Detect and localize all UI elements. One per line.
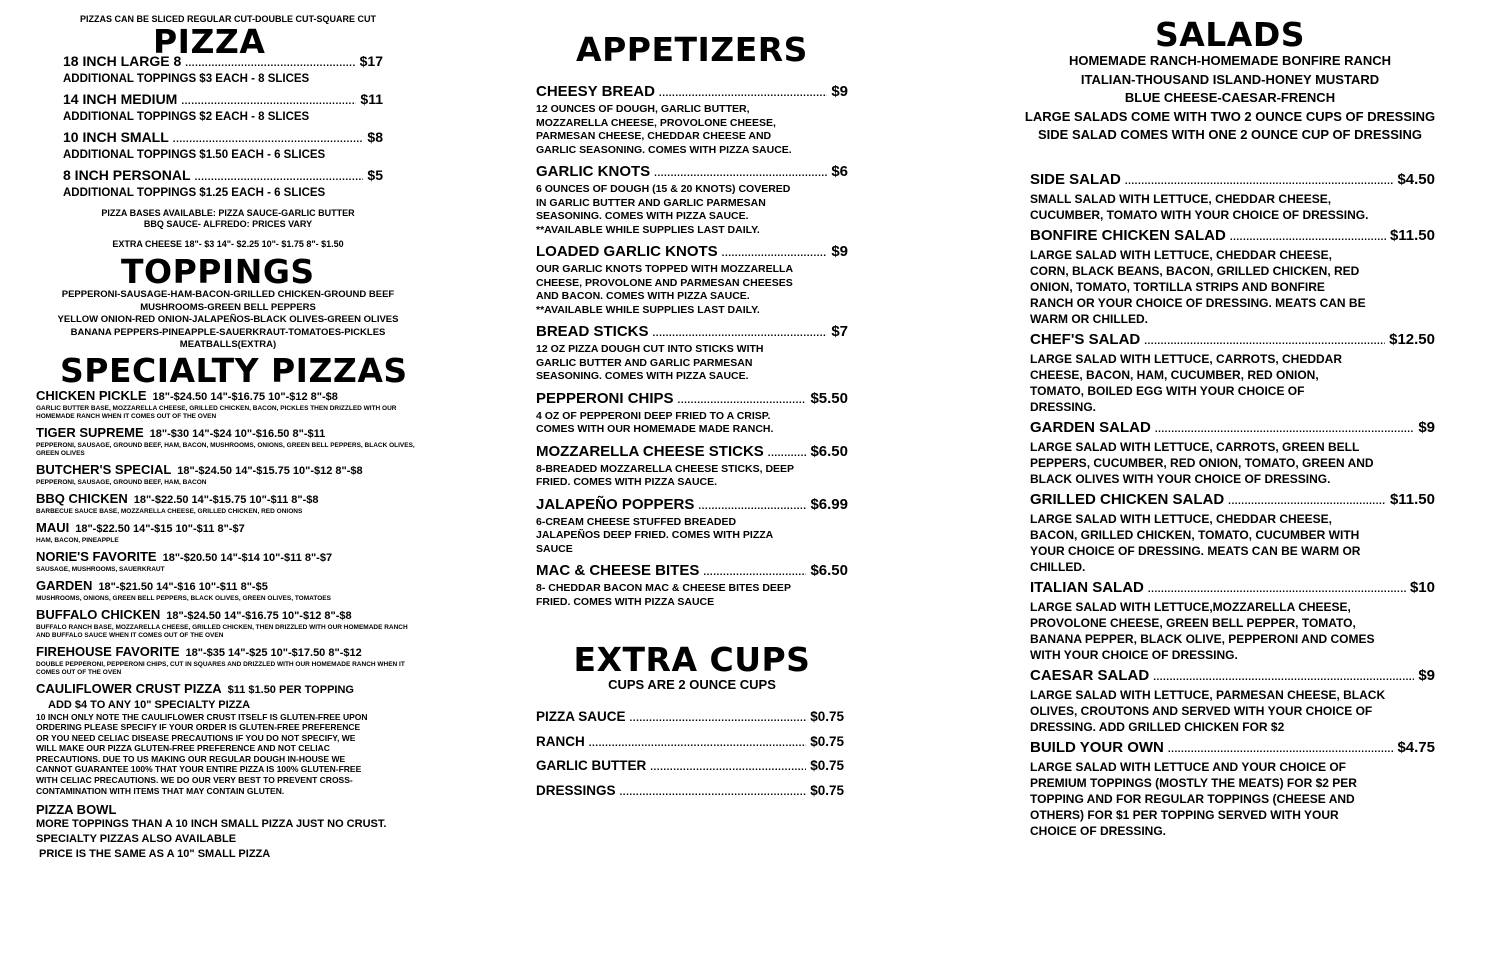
pizza-bowl-item	[36, 802, 421, 862]
appetizer-name: BREAD STICKS	[536, 323, 649, 340]
cups-list	[536, 706, 844, 804]
salad-desc: LARGE SALAD WITH LETTUCE, CARROTS, CHEDDAR CHEESE, BACON, HAM, CUCUMBER, RED ONION, TOMATO, BOILED EGG WITH YOUR CHOICE OF DRESSING.	[1030, 351, 1342, 414]
salads-column	[1005, 0, 1455, 843]
salads-heading: SALADS	[1154, 15, 1306, 54]
appetizer-price: $6.50	[810, 442, 848, 460]
appetizer-name: MAC & CHEESE BITES	[536, 562, 700, 579]
appetizer-item	[536, 443, 848, 490]
cup-price: $0.75	[810, 758, 844, 773]
salad-name: ITALIAN SALAD	[1030, 578, 1144, 596]
salad-name: BUILD YOUR OWN	[1030, 738, 1164, 756]
extra-cups-subtitle: CUPS ARE 2 OUNCE CUPS	[608, 677, 776, 692]
cup-name: RANCH	[536, 733, 585, 749]
appetizer-name: CHEESY BREAD	[536, 83, 655, 100]
toppings-line: YELLOW ONION-RED ONION-JALAPEÑOS-BLACK OLIVES-GREEN OLIVES	[57, 314, 399, 325]
size-name: 14 INCH MEDIUM	[63, 91, 178, 107]
appetizer-price: $6.99	[810, 495, 848, 513]
appetizer-desc: 6 OUNCES OF DOUGH (15 & 20 KNOTS) COVERED IN GARLIC BUTTER AND GARLIC PARMESAN SEASONING. COMES WITH PIZZA SAUCE. **AVAILABLE WHILE SUPPLIES LAST DAILY.	[536, 183, 791, 236]
appetizer-name: GARLIC KNOTS	[536, 163, 651, 180]
appetizer-price: $7	[831, 323, 848, 340]
salad-price: $11.50	[1389, 490, 1435, 508]
cup-price: $0.75	[810, 709, 844, 724]
specialty-desc: PEPPERONI, SAUSAGE, GROUND BEEF, HAM, BACON, MUSHROOMS, ONIONS, GREEN BELL PEPPERS, BLACK OLIVES, GREEN OLIVES	[36, 441, 415, 457]
specialty-item	[36, 644, 421, 677]
cup-item	[536, 755, 844, 780]
specialty-desc: PEPPERONI, SAUSAGE, GROUND BEEF, HAM, BACON	[36, 478, 207, 486]
specialty-desc: MUSHROOMS, ONIONS, GREEN BELL PEPPERS, BLACK OLIVES, GREEN OLIVES, TOMATOES	[36, 594, 331, 602]
appetizer-price: $6	[831, 163, 848, 180]
specialty-item	[36, 462, 421, 487]
toppings-line: BANANA PEPPERS-PINEAPPLE-SAUERKRAUT-TOMATOES-PICKLES	[70, 326, 386, 338]
specialty-name: NORIE'S FAVORITE	[36, 548, 157, 564]
salad-price: $9	[1418, 666, 1435, 684]
appetizer-price: $9	[831, 243, 848, 260]
size-name: 8 INCH PERSONAL	[63, 167, 191, 183]
specialty-prices: 18"-$21.50 14"-$16 10"-$11 8"-$5	[98, 580, 268, 593]
salad-desc: LARGE SALAD WITH LETTUCE, CHEDDAR CHEESE, CORN, BLACK BEANS, BACON, GRILLED CHICKEN, RED ONION, TOMATO, TORTILLA STRIPS AND BONFIRE RANCH OR YOUR CHOICE OF DRESSING. MEATS CAN BE WARM OR CHILLED.	[1030, 247, 1366, 326]
dressing-line: BLUE CHEESE-CAESAR-FRENCH	[1124, 90, 1336, 105]
appetizer-item	[536, 323, 848, 384]
cauliflower-desc: 10 INCH ONLY NOTE THE CAULIFLOWER CRUST ITSELF IS GLUTEN-FREE UPON ORDERING PLEASE SPECIFY IF YOUR ORDER IS GLUTEN-FREE PREFERENCE OR YOU NEED CELIAC DISEASE PRECAUTIONS IF YOU DO NOT SPECIFY, WE WILL MAKE OUR PIZZA GLUTEN-FREE PREFERENCE AND NOT CELIAC PRECAUTIONS. DUE TO US MAKING OUR REGULAR DOUGH IN-HOUSE WE CANNOT GUARANTEE 100% THAT YOUR ENTIRE PIZZA IS 100% GLUTEN-FREE WITH CELIAC PRECAUTIONS. WE DO OUR VERY BEST TO PREVENT CROSS-CONTAMINATION WITH ITEMS THAT MAY CONTAIN GLUTEN.	[36, 711, 368, 796]
salad-item	[1030, 171, 1435, 223]
dressing-line: HOMEMADE RANCH-HOMEMADE BONFIRE RANCH	[1068, 53, 1392, 68]
pizza-size-item	[63, 129, 383, 162]
appetizers-column	[536, 0, 848, 804]
appetizer-item	[536, 390, 848, 437]
appetizer-desc: 12 OZ PIZZA DOUGH CUT INTO STICKS WITH GARLIC BUTTER AND GARLIC PARMESAN SEASONING. COMES WITH PIZZA SAUCE.	[536, 343, 764, 382]
cauliflower-name: CAULIFLOWER CRUST PIZZA	[36, 680, 222, 696]
size-name: 10 INCH SMALL	[63, 129, 169, 145]
pizza-bowl-line: MORE TOPPINGS THAN A 10 INCH SMALL PIZZA JUST NO CRUST.	[36, 818, 387, 831]
pizza-size-item	[63, 53, 383, 86]
specialty-item	[36, 607, 421, 640]
size-toppings: ADDITIONAL TOPPINGS $2 EACH - 8 SLICES	[63, 111, 310, 123]
cup-item	[536, 780, 844, 805]
salad-name: GARDEN SALAD	[1030, 418, 1151, 436]
appetizer-desc: 12 OUNCES OF DOUGH, GARLIC BUTTER, MOZZARELLA CHEESE, PROVOLONE CHEESE, PARMESAN CHEESE, CHEDDAR CHEESE AND GARLIC SEASONING. COMES WITH PIZZA SAUCE.	[536, 103, 792, 156]
appetizer-item	[536, 243, 848, 317]
salad-price: $4.50	[1397, 170, 1435, 188]
appetizer-item	[536, 83, 848, 157]
size-toppings: ADDITIONAL TOPPINGS $3 EACH - 8 SLICES	[63, 73, 310, 85]
specialty-prices: 18"-$30 14"-$24 10"-$16.50 8"-$11	[149, 427, 326, 440]
salad-name: CAESAR SALAD	[1030, 666, 1150, 684]
salad-desc: LARGE SALAD WITH LETTUCE,MOZZARELLA CHEESE, PROVOLONE CHEESE, GREEN BELL PEPPER, TOMATO, BANANA PEPPER, BLACK OLIVE, PEPPERONI AND COMES WITH YOUR CHOICE OF DRESSING.	[1030, 599, 1375, 662]
appetizer-desc: 8-BREADED MOZZARELLA CHEESE STICKS, DEEP FRIED. COMES WITH PIZZA SAUCE.	[536, 462, 794, 488]
pizza-size-item	[63, 167, 383, 200]
specialty-heading: SPECIALTY PIZZAS	[60, 350, 408, 390]
cup-price: $0.75	[810, 733, 844, 749]
dressing-line: LARGE SALADS COME WITH TWO 2 OUNCE CUPS OF DRESSING	[1024, 108, 1436, 124]
appetizers-heading: APPETIZERS	[576, 30, 808, 69]
specialty-desc: GARLIC BUTTER BASE, MOZZARELLA CHEESE, GRILLED CHICKEN, BACON, PICKLES THEN DRIZZLED WITH OUR HOMEMADE RANCH WHEN IT COMES OUT OF THE OVEN	[36, 404, 397, 420]
toppings-list	[18, 289, 438, 352]
appetizer-price: $5.50	[810, 389, 848, 407]
salad-desc: SMALL SALAD WITH LETTUCE, CHEDDAR CHEESE, CUCUMBER, TOMATO WITH YOUR CHOICE OF DRESSING.	[1030, 191, 1369, 222]
pizza-heading: PIZZA	[153, 22, 266, 61]
size-price: $17	[359, 53, 383, 69]
specialty-desc: HAM, BACON, PINEAPPLE	[36, 536, 119, 544]
specialty-item	[36, 520, 421, 545]
cup-name: DRESSINGS	[536, 782, 616, 798]
salad-price: $9	[1418, 418, 1435, 436]
specialty-name: CHICKEN PICKLE	[36, 387, 147, 403]
appetizer-name: PEPPERONI CHIPS	[536, 389, 674, 407]
salad-list	[1030, 171, 1435, 839]
appetizer-list	[536, 83, 848, 609]
appetizer-price: $6.50	[810, 562, 848, 579]
appetizer-item	[536, 562, 848, 609]
salads-header	[1005, 52, 1455, 145]
salad-desc: LARGE SALAD WITH LETTUCE AND YOUR CHOICE OF PREMIUM TOPPINGS (MOSTLY THE MEATS) FOR $2 PER TOPPING AND FOR REGULAR TOPPINGS (CHEESE AND OTHERS) FOR $1 PER TOPPING SERVED WITH YOUR CHOICE OF DRESSING.	[1030, 759, 1357, 838]
appetizer-item	[536, 163, 848, 237]
size-price: $5	[367, 167, 383, 183]
specialty-prices: 18"-$20.50 14"-$14 10"-$11 8"-$7	[162, 551, 333, 564]
specialty-desc: BUFFALO RANCH BASE, MOZZARELLA CHEESE, GRILLED CHICKEN, THEN DRIZZLED WITH OUR HOMEMADE RANCH AND BUFFALO SAUCE WHEN IT COMES OUT OF THE OVEN	[36, 623, 408, 639]
specialty-prices: 18"-$24.50 14"-$15.75 10"-$12 8"-$8	[177, 464, 363, 477]
salad-item	[1030, 579, 1435, 663]
appetizer-name: LOADED GARLIC KNOTS	[536, 243, 718, 260]
salad-name: GRILLED CHICKEN SALAD	[1030, 490, 1225, 508]
salad-price: $12.50	[1389, 330, 1435, 348]
salad-item	[1030, 419, 1435, 487]
specialty-name: MAUI	[36, 519, 70, 535]
cup-item	[536, 706, 844, 731]
pizza-bowl-line: SPECIALTY PIZZAS ALSO AVAILABLE	[36, 833, 237, 846]
salad-item	[1030, 667, 1435, 735]
specialty-name: GARDEN	[36, 577, 93, 593]
appetizer-desc: 6-CREAM CHEESE STUFFED BREADED JALAPEÑOS DEEP FRIED. COMES WITH PIZZA SAUCE	[536, 515, 773, 555]
size-name: 18 INCH LARGE 8	[63, 53, 182, 69]
salad-desc: LARGE SALAD WITH LETTUCE, CHEDDAR CHEESE, BACON, GRILLED CHICKEN, TOMATO, CUCUMBER WITH YOUR CHOICE OF DRESSING. MEATS CAN BE WARM OR CHILLED.	[1030, 511, 1361, 574]
specialty-item	[36, 549, 421, 574]
pizza-bowl-name: PIZZA BOWL	[36, 802, 117, 818]
specialty-prices: 18"-$22.50 14"-$15.75 10"-$11 8"-$8	[133, 493, 319, 506]
appetizer-name: JALAPEÑO POPPERS	[536, 495, 695, 513]
salad-name: SIDE SALAD	[1030, 170, 1121, 188]
cauliflower-add: ADD $4 TO ANY 10" SPECIALTY PIZZA	[48, 698, 251, 711]
specialty-name: BUFFALO CHICKEN	[36, 606, 161, 622]
appetizer-name: MOZZARELLA CHEESE STICKS	[536, 442, 764, 460]
pizza-size-list	[63, 53, 383, 200]
specialty-desc: SAUSAGE, MUSHROOMS, SAUERKRAUT	[36, 565, 165, 573]
specialty-name: BUTCHER'S SPECIAL	[36, 461, 172, 477]
salad-price: $11.50	[1389, 226, 1435, 244]
size-toppings: ADDITIONAL TOPPINGS $1.25 EACH - 6 SLICES	[63, 187, 326, 199]
specialty-item	[36, 578, 421, 603]
toppings-line: MEATBALLS(EXTRA)	[179, 339, 277, 350]
specialty-prices: 18"-$24.50 14"-$16.75 10"-$12 8"-$8	[152, 390, 338, 403]
specialty-desc: DOUBLE PEPPERONI, PEPPERONI CHIPS, CUT IN SQUARES AND DRIZZLED WITH OUR HOMEMADE RANCH WHEN IT COMES OUT OF THE OVEN	[36, 660, 405, 676]
pizza-size-item	[63, 91, 383, 124]
specialty-prices: 18"-$24.50 14"-$16.75 10"-$12 8"-$8	[166, 609, 352, 622]
extra-cheese: EXTRA CHEESE 18"- $3 14"- $2.25 10"- $1.75 8"- $1.50	[112, 239, 344, 249]
slice-note: PIZZAS CAN BE SLICED REGULAR CUT-DOUBLE CUT-SQUARE CUT	[79, 14, 376, 24]
appetizer-item	[536, 496, 848, 557]
salad-name: CHEF'S SALAD	[1030, 330, 1141, 348]
specialty-prices: 18"-$22.50 14"-$15 10"-$11 8"-$7	[75, 522, 245, 535]
salad-item	[1030, 227, 1435, 327]
cauliflower-item	[36, 681, 421, 797]
pizza-bases-line-2: BBQ SAUCE- ALFREDO: PRICES VARY	[143, 219, 313, 229]
specialty-name: TIGER SUPREME	[36, 424, 144, 440]
salad-item	[1030, 331, 1435, 415]
toppings-line: PEPPERONI-SAUSAGE-HAM-BACON-GRILLED CHICKEN-GROUND BEEF	[61, 289, 395, 300]
dressing-line: SIDE SALAD COMES WITH ONE 2 OUNCE CUP OF DRESSING	[1037, 127, 1423, 142]
pizza-bowl-line: PRICE IS THE SAME AS A 10" SMALL PIZZA	[36, 848, 271, 861]
cup-name: GARLIC BUTTER	[536, 758, 647, 773]
cauliflower-price: $11 $1.50 PER TOPPING	[227, 683, 354, 696]
appetizer-desc: OUR GARLIC KNOTS TOPPED WITH MOZZARELLA CHEESE, PROVOLONE AND PARMESAN CHEESES AND BACON. COMES WITH PIZZA SAUCE. **AVAILABLE WHILE SUPPLIES LAST DAILY.	[536, 263, 793, 316]
specialty-name: FIREHOUSE FAVORITE	[36, 643, 180, 659]
appetizer-desc: 8- CHEDDAR BACON MAC & CHEESE BITES DEEP FRIED. COMES WITH PIZZA SAUCE	[536, 582, 791, 608]
salad-item	[1030, 739, 1435, 839]
salad-item	[1030, 491, 1435, 575]
size-toppings: ADDITIONAL TOPPINGS $1.50 EACH - 6 SLICES	[63, 149, 326, 161]
dressing-line: ITALIAN-THOUSAND ISLAND-HONEY MUSTARD	[1080, 71, 1380, 87]
cup-item	[536, 731, 844, 756]
size-price: $11	[360, 91, 383, 107]
toppings-line: MUSHROOMS-GREEN BELL PEPPERS	[140, 301, 316, 313]
extra-cups-heading: EXTRA CUPS	[573, 640, 811, 679]
specialty-item	[36, 388, 421, 421]
specialty-item	[36, 491, 421, 516]
specialty-name: BBQ CHICKEN	[36, 490, 128, 506]
salad-desc: LARGE SALAD WITH LETTUCE, CARROTS, GREEN BELL PEPPERS, CUCUMBER, RED ONION, TOMATO, GREEN AND BLACK OLIVES WITH YOUR CHOICE OF DRESSING.	[1030, 439, 1374, 486]
salad-desc: LARGE SALAD WITH LETTUCE, PARMESAN CHEESE, BLACK OLIVES, CROUTONS AND SERVED WITH YOUR CHOICE OF DRESSING. ADD GRILLED CHICKEN FOR $2	[1030, 687, 1386, 734]
appetizer-desc: 4 OZ OF PEPPERONI DEEP FRIED TO A CRISP. COMES WITH OUR HOMEMADE MADE RANCH.	[536, 409, 774, 435]
specialty-prices: 18"-$35 14"-$25 10"-$17.50 8"-$12	[185, 646, 362, 659]
pizza-bases-line-1: PIZZA BASES AVAILABLE: PIZZA SAUCE-GARLIC BUTTER	[101, 208, 355, 218]
cup-price: $0.75	[810, 782, 844, 798]
pizza-column	[28, 0, 428, 862]
appetizer-price: $9	[831, 83, 848, 100]
specialty-desc: BARBECUE SAUCE BASE, MOZZARELLA CHEESE, GRILLED CHICKEN, RED ONIONS	[36, 507, 303, 515]
size-price: $8	[367, 129, 383, 145]
specialty-item	[36, 425, 421, 458]
specialty-list	[36, 388, 421, 863]
salad-name: BONFIRE CHICKEN SALAD	[1030, 226, 1226, 244]
cup-name: PIZZA SAUCE	[536, 709, 626, 724]
salad-price: $10	[1409, 578, 1435, 596]
toppings-heading: TOPPINGS	[121, 252, 315, 291]
salad-price: $4.75	[1397, 738, 1435, 756]
